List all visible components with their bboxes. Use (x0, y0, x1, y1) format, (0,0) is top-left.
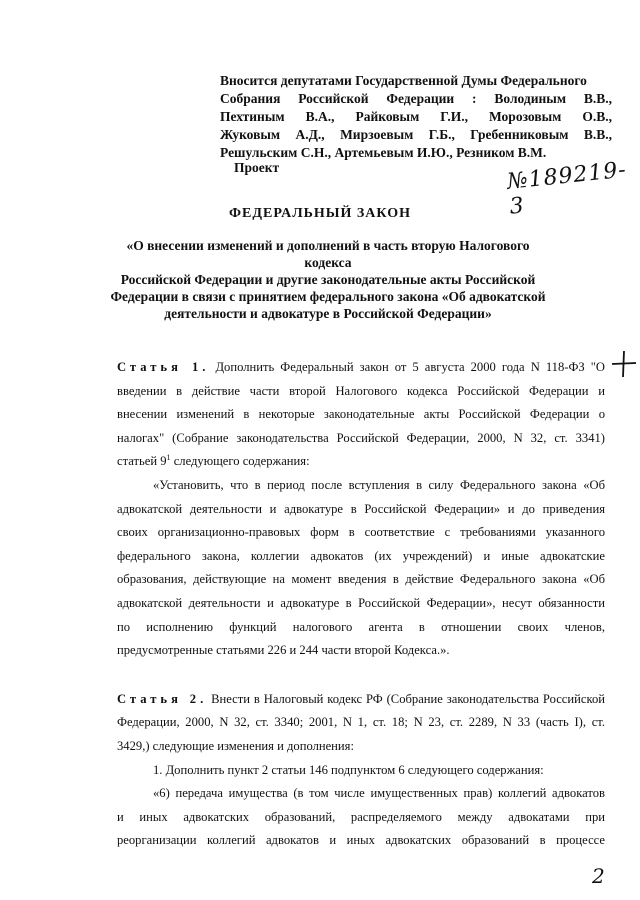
subitem-6-line: и иных адвокатских образований, распределяемого между адвокатами при (117, 809, 605, 824)
handwritten-registration-number: №189219-3 (505, 157, 628, 220)
quote-line: федерального закона, коллегии адвокатов (их учреждений) и иные адвокатские (117, 548, 605, 563)
amendment-item-1: 1. Дополнить пункт 2 статьи 146 подпунктом 6 следующего содержания: (153, 762, 544, 777)
intro-line: Собрания Российской Федерации : Володиным В.В., (220, 91, 612, 106)
intro-line: Жуковым А.Д., Мирзоевым Г.Б., Гребенниковым В.В., (220, 127, 612, 142)
subitem-6-line: «6) передача имущества (в том числе имущественных прав) коллегий адвокатов (153, 786, 605, 801)
quote-line: адвокатской деятельности и адвокатуре в Российской Федерации» и до приведения (117, 501, 605, 516)
quote-line: адвокатской деятельности и адвокатуре в Российской Федерации», несут обязанности (117, 595, 605, 610)
subtitle-line: Федерации в связи с принятием федерального закона «Об адвокатской (110, 289, 546, 304)
document-title: ФЕДЕРАЛЬНЫЙ ЗАКОН (229, 206, 411, 221)
article-1-line: внесении изменений в некоторые законодательные акты Российской Федерации о (117, 407, 605, 422)
article-2-label: Статья 2. (117, 691, 208, 706)
article-ref: статьей 9 (117, 454, 167, 469)
article-1-text: следующего содержания: (170, 454, 310, 469)
handwritten-plus-mark (611, 350, 637, 378)
article-2-text: Внести в Налоговый кодекс РФ (Собрание законодательства Российской (211, 691, 605, 706)
article-1-label: Статья 1. (117, 360, 210, 374)
quote-line: предусмотренные статьями 226 и 244 части второй Кодекса.». (117, 643, 450, 658)
document-subtitle (108, 237, 548, 322)
article-1-line (117, 450, 605, 474)
paragraph-gap (117, 663, 605, 688)
intro-line: Решульским С.Н., Артемьевым И.Ю., Резником В.М. (220, 145, 547, 160)
article-2-line: Федерации, 2000, N 32, ст. 3340; 2001, N 1, ст. 18; N 23, ст. 2289, N 33 (часть I), ст. (117, 715, 605, 730)
handwritten-page-number: 2 (592, 864, 605, 888)
quote-line: «Установить, что в период после вступления в силу Федерального закона «Об (153, 477, 605, 492)
subitem-6-line: реорганизации коллегий адвокатов и иных адвокатских образований в процессе (117, 833, 605, 848)
article-1-line (117, 356, 605, 380)
subtitle-line: Российской Федерации и другие законодательные акты Российской (120, 272, 536, 287)
article-2-line: 3429,) следующие изменения и дополнения: (117, 738, 354, 753)
article-ref-superscript: 1 (166, 453, 171, 463)
subtitle-line: «О внесении изменений и дополнений в часть вторую Налогового кодекса (126, 238, 530, 270)
quote-line: по исполнению функций налогового агента в отношении своих членов, (117, 619, 605, 634)
quote-line: своих организационно-правовых форм в соответствие с требованиями указанного (117, 525, 605, 540)
quote-line: образования, действующие на момент введения в действие Федерального закона «Об (117, 572, 605, 587)
article-1-line: введении в действие части второй Налогового кодекса Российской Федерации и (117, 383, 605, 398)
article-1-text: Дополнить Федеральный закон от 5 августа 2000 года N 118-ФЗ "О (215, 360, 605, 374)
intro-line: Вносится депутатами Государственной Думы Федерального (220, 73, 587, 88)
document-body (117, 356, 605, 853)
submitted-by-block (220, 72, 612, 162)
draft-label: Проект (234, 160, 280, 175)
article-2-line (117, 688, 605, 712)
subtitle-line: деятельности и адвокатуре в Российской Федерации» (164, 306, 492, 321)
article-1-line: налогах" (Собрание законодательства Российской Федерации, 2000, N 32, ст. 3341) (117, 430, 605, 445)
intro-line: Пехтиным В.А., Райковым Г.И., Морозовым О.В., (220, 109, 612, 124)
